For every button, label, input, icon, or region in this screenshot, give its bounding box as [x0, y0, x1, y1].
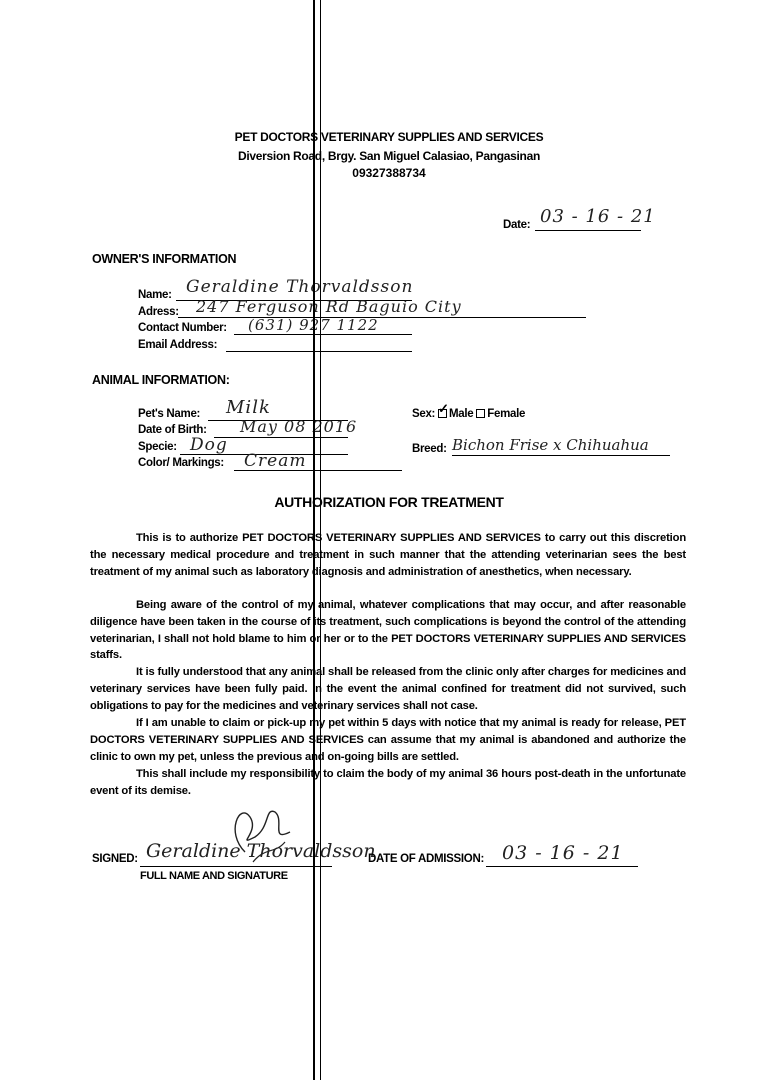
dob-label: Date of Birth: [138, 424, 207, 436]
date-label: Date: [503, 219, 531, 231]
owner-contact-value: (631) 927 1122 [248, 316, 379, 334]
color-label: Color/ Markings: [138, 457, 224, 469]
specie-label: Specie: [138, 441, 177, 453]
animal-section-title: ANIMAL INFORMATION: [92, 373, 230, 387]
date-line [535, 230, 641, 231]
breed-value: Bichon Frise x Chihuahua [452, 436, 649, 454]
sex-female-checkbox[interactable] [476, 408, 487, 420]
owner-email-line [226, 351, 412, 352]
auth-paragraph-2: Being aware of the control of my animal, whatever complications that may occur, and after reasonable diligence have been taken in the course of its treatment, such complications is beyond the control of the attending veterinarian, I shall not hold blame to him or her or to the PET DOCTORS VETERINARY SUPPLIES AND SERVICES staffs. [90, 599, 686, 662]
pet-name-value: Milk [226, 397, 271, 418]
sex-male-label: Male [449, 408, 474, 420]
signed-line [140, 866, 332, 867]
dob-line [214, 437, 348, 438]
checkbox-box-icon [476, 409, 485, 418]
authorization-title: AUTHORIZATION FOR TREATMENT [274, 494, 504, 510]
signature-caption: FULL NAME AND SIGNATURE [140, 870, 288, 882]
signed-value: Geraldine Thorvaldsson [146, 840, 376, 862]
owner-contact-line [234, 334, 412, 335]
check-mark-icon: ✓ [438, 401, 449, 416]
admission-label: DATE OF ADMISSION: [368, 853, 484, 865]
owner-email-label: Email Address: [138, 339, 218, 351]
owner-address-line [178, 317, 586, 318]
auth-paragraph-3: It is fully understood that any animal shall be released from the clinic only after charges for medicines and veterinary services have been fully paid. In the event the animal confined for treatment did not survived, such obligations to pay for the medicines and veterinary services shall not case. [90, 666, 686, 712]
owner-address-value: 247 Ferguson Rd Baguio City [196, 297, 462, 316]
scan-crease-line [320, 0, 321, 1080]
pet-name-label: Pet's Name: [138, 408, 201, 420]
date-value: 03 - 16 - 21 [540, 206, 656, 227]
owner-address-label: Adress: [138, 306, 179, 318]
owner-contact-label: Contact Number: [138, 322, 227, 334]
scan-crease-line [313, 0, 315, 1080]
auth-paragraph-5: This shall include my responsibility to claim the body of my animal 36 hours post-death in the unfortunate event of its demise. [90, 768, 686, 797]
sex-male-checkbox[interactable] [438, 401, 449, 420]
owner-name-label: Name: [138, 289, 172, 301]
clinic-name: PET DOCTORS VETERINARY SUPPLIES AND SERVICES [234, 130, 544, 144]
auth-paragraph-1: This is to authorize PET DOCTORS VETERINARY SUPPLIES AND SERVICES to carry out this discretion the necessary medical procedure and treatment in such manner that the attending veterinarian sees the best treatment of my animal such as laboratory diagnosis and administration of anesthetics, when necessary. [90, 532, 686, 578]
owner-name-value: Geraldine Thorvaldsson [186, 277, 414, 297]
breed-line [452, 455, 670, 456]
clinic-address: Diversion Road, Brgy. San Miguel Calasiao, Pangasinan [238, 149, 540, 163]
auth-paragraph-4: If I am unable to claim or pick-up my pet within 5 days with notice that my animal is ready for release, PET DOCTORS VETERINARY SUPPLIES AND SERVICES can assume that my animal is abandoned and authorize the clinic to own my pet, unless the previous and on-going bills are settled. [90, 717, 686, 763]
sex-field [412, 401, 526, 420]
specie-value: Dog [190, 435, 228, 455]
admission-value: 03 - 16 - 21 [502, 842, 624, 864]
breed-label: Breed: [412, 443, 447, 455]
signed-label: SIGNED: [92, 853, 138, 865]
admission-line [486, 866, 638, 867]
color-value: Cream [244, 451, 307, 471]
sex-label: Sex: [412, 408, 436, 420]
clinic-phone: 09327388734 [352, 166, 426, 180]
dob-value: May 08 2016 [240, 417, 358, 436]
sex-female-label: Female [487, 408, 526, 420]
owner-section-title: OWNER'S INFORMATION [92, 252, 237, 266]
